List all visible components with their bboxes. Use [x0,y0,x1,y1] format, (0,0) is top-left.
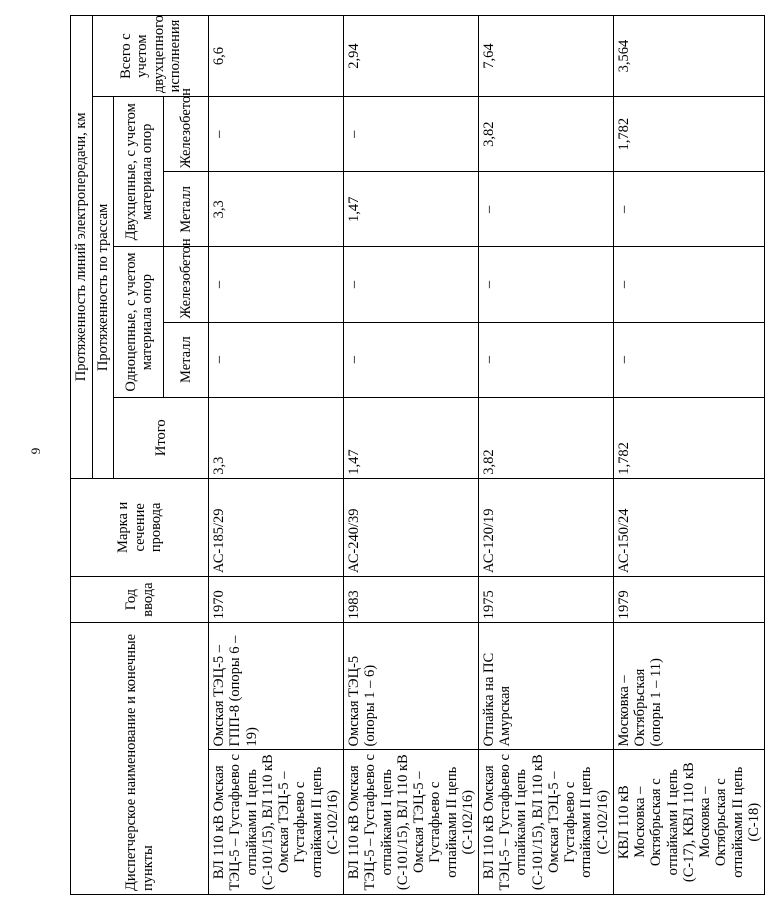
row-wire: АС-150/24 [613,478,764,576]
header-single-metal: Металл [164,322,209,397]
row-single-metal: – [344,322,479,397]
row-segment: Отпайка на ПС Амурская [478,623,613,750]
row-wire: АС-185/29 [209,478,344,576]
header-double-metal: Металл [164,172,209,247]
table-row [344,16,479,895]
row-double-concrete: – [344,97,479,172]
header-total-route: Итого [114,397,209,478]
row-name: КВЛ 110 кВ Московка – Октябрьская с отпайками I цепь (С-17), КВЛ 110 кВ Московка – Октябрьская с отпайками II цепь (С-18) [613,750,764,895]
row-single-concrete: – [209,247,344,322]
row-name: ВЛ 110 кВ Омская ТЭЦ-5 – Густафьево с отпайками I цепь (С-101/15), ВЛ 110 кВ Омская ТЭЦ-5 – Густафьево с отпайками II цепь (С-102/16) [344,750,479,895]
row-double-concrete: – [209,97,344,172]
row-single-concrete: – [344,247,479,322]
row-double-metal: – [478,172,613,247]
table-container [70,15,762,895]
row-single-concrete: – [613,247,764,322]
table-row [613,16,764,895]
row-total: 3,82 [478,397,613,478]
row-year: 1979 [613,576,764,622]
header-name: Диспетчерское наименование и конечные пункты [71,623,209,895]
power-lines-table [70,15,765,895]
header-double: Двухцепные, с учетом материала опор [114,97,164,247]
row-single-metal: – [478,322,613,397]
row-total: 3,3 [209,397,344,478]
row-year: 1983 [344,576,479,622]
row-single-metal: – [209,322,344,397]
row-total-double: 6,6 [209,16,344,97]
row-double-metal: – [613,172,764,247]
header-total-double: Всего с учетом двухцепного исполнения [93,16,209,97]
rotated-table-wrapper [70,15,762,895]
header-year: Год ввода [71,576,209,622]
row-double-concrete: 3,82 [478,97,613,172]
row-double-concrete: 1,782 [613,97,764,172]
row-total-double: 3,564 [613,16,764,97]
header-single: Одноцепные, с учетом материала опор [114,247,164,397]
row-name: ВЛ 110 кВ Омская ТЭЦ-5 – Густафьево с отпайками I цепь (С-101/15), ВЛ 110 кВ Омская ТЭЦ-5 – Густафьево с отпайками II цепь (С-102/16) [209,750,344,895]
row-year: 1975 [478,576,613,622]
row-segment: Омская ТЭЦ-5 – ГПП-8 (опоры 6 – 19) [209,623,344,750]
row-total: 1,782 [613,397,764,478]
header-single-concrete: Железобетон [164,247,209,322]
row-total: 1,47 [344,397,479,478]
row-total-double: 7,64 [478,16,613,97]
row-year: 1970 [209,576,344,622]
row-segment: Омская ТЭЦ-5 (опоры 1 – 6) [344,623,479,750]
table-row [209,16,344,895]
table-row [478,16,613,895]
row-segment: Московка – Октябрьская (опоры 1 – 11) [613,623,764,750]
row-double-metal: 1,47 [344,172,479,247]
header-length-group: Протяженность линий электропередачи, км [71,16,93,479]
row-single-concrete: – [478,247,613,322]
row-total-double: 2,94 [344,16,479,97]
header-by-routes: Протяженность по трассам [93,97,114,479]
header-wire: Марка и сечение провода [71,478,209,576]
header-double-concrete: Железобетон [164,97,209,172]
row-name: ВЛ 110 кВ Омская ТЭЦ-5 – Густафьево с отпайками I цепь (С-101/15), ВЛ 110 кВ Омская ТЭЦ-5 – Густафьево с отпайками II цепь (С-102/16) [478,750,613,895]
page-number: 9 [28,447,43,455]
row-double-metal: 3,3 [209,172,344,247]
row-single-metal: – [613,322,764,397]
row-wire: АС-120/19 [478,478,613,576]
row-wire: АС-240/39 [344,478,479,576]
